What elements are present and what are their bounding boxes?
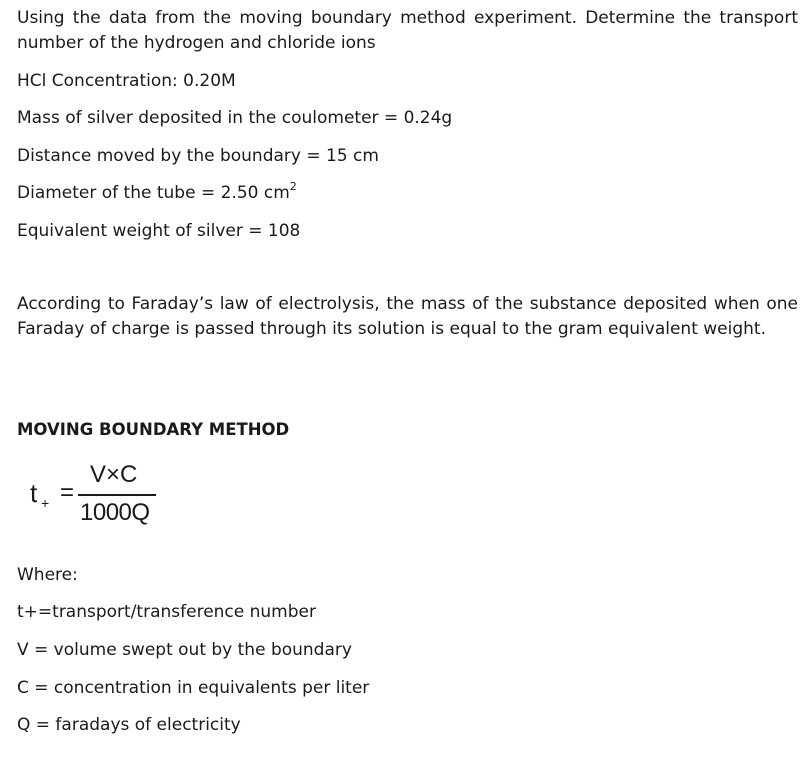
given-boundary-distance: Distance moved by the boundary = 15 cm: [17, 146, 379, 166]
given-tube-diameter: [17, 181, 297, 206]
faraday-law-paragraph: According to Faraday’s law of electrolysis, the mass of the substance deposited when one Faraday of charge is passed through its solution is equal to the gram equivalent weight.: [17, 294, 798, 339]
transport-number-formula: [30, 463, 190, 529]
problem-statement: Using the data from the moving boundary method experiment. Determine the transport number of the hydrogen and chloride ions: [17, 8, 798, 53]
given-tube-diameter-text: Diameter of the tube = 2.50 cm: [17, 183, 290, 203]
given-silver-mass: Mass of silver deposited in the coulometer = 0.24g: [17, 108, 453, 128]
definition-faradays: Q = faradays of electricity: [17, 715, 241, 735]
given-equivalent-weight: Equivalent weight of silver = 108: [17, 221, 301, 241]
formula-lhs: t: [30, 478, 38, 508]
formula-lhs-subscript: +: [41, 495, 50, 511]
definition-concentration: C = concentration in equivalents per liter: [17, 678, 370, 698]
definition-transport-number: t+=transport/transference number: [17, 602, 316, 622]
formula-numerator: V×C: [90, 461, 138, 488]
where-label: Where:: [17, 565, 78, 585]
given-hcl-concentration: HCl Concentration: 0.20M: [17, 71, 236, 91]
formula-denominator: 1000Q: [80, 499, 150, 526]
definition-volume: V = volume swept out by the boundary: [17, 640, 352, 660]
fraction-bar: [78, 494, 156, 496]
formula-equals: =: [60, 479, 75, 506]
squared-superscript: 2: [289, 180, 297, 194]
section-heading: MOVING BOUNDARY METHOD: [17, 420, 290, 439]
